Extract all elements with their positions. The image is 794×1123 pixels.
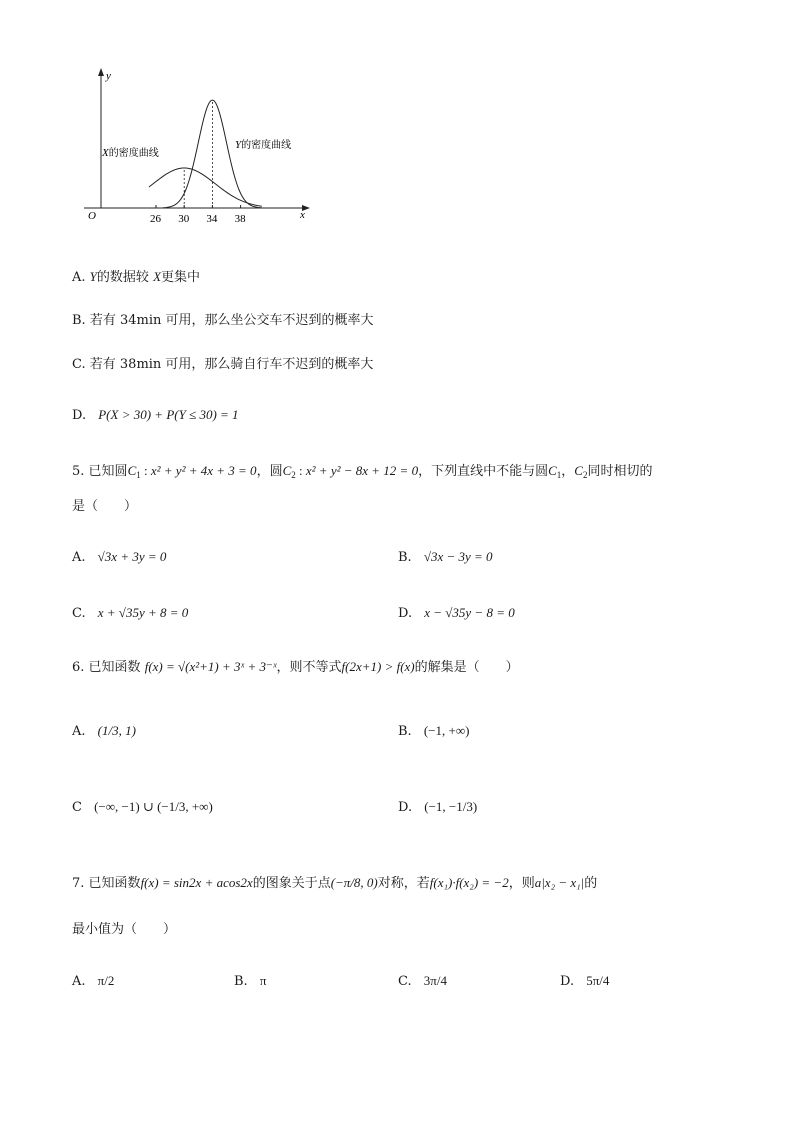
option-letter: D. (560, 974, 575, 989)
stem-text: ，则 (508, 876, 535, 891)
y-curve-label-var: Y (235, 139, 242, 151)
option-formula: π/2 (97, 973, 115, 988)
q6-option-a[interactable] (72, 722, 136, 741)
circle-c1-name: $C_1$ (127, 463, 141, 480)
expression: a|x₂ − x₁| (534, 875, 585, 890)
y-curve-label (235, 138, 291, 151)
circle-c2-equation: x² + y² − 8x + 12 = 0 (305, 463, 419, 478)
x-tick-label: 38 (234, 213, 246, 225)
stem-text: 已知函数 (88, 660, 141, 675)
q5-option-a[interactable] (72, 548, 166, 567)
x-tick-label: 34 (206, 213, 218, 225)
option-formula: (1/3, 1) (97, 723, 136, 738)
option-formula: 5π/4 (586, 973, 610, 988)
option-formula: x − √35y − 8 = 0 (424, 605, 515, 620)
q6-stem (72, 658, 519, 677)
option-letter: D. (72, 408, 87, 423)
q4-option-d[interactable] (72, 406, 239, 425)
x-tick-label: 26 (150, 213, 161, 225)
q7-stem-line2 (72, 921, 176, 939)
q4-option-c[interactable] (72, 356, 373, 374)
function-formula: f(x) = sin2x + acos2x (140, 875, 253, 890)
q5-option-c[interactable] (72, 604, 188, 623)
q6-option-c[interactable] (72, 798, 213, 817)
density-figure (80, 66, 320, 238)
option-formula: (−1, +∞) (423, 723, 470, 738)
stem-text: 的解集是（ ） (414, 660, 519, 675)
circle-c1-equation: x² + y² + 4x + 3 = 0 (150, 463, 257, 478)
option-letter: A. (72, 550, 86, 565)
circle-c2-name: $C_2$ (282, 463, 296, 480)
var-y: Y (89, 269, 97, 284)
x-axis-label: x (300, 209, 305, 221)
q7-option-a[interactable] (72, 972, 114, 991)
option-text: 若有 38min 可用，那么骑自行车不迟到的概率大 (89, 357, 374, 372)
text: 的数据较 (96, 270, 149, 285)
x-tick-label: 30 (178, 213, 190, 225)
option-formula: π (259, 973, 267, 988)
x-curve-label-var: X (102, 147, 109, 159)
option-formula: (−∞, −1) ∪ (−1/3, +∞) (94, 799, 213, 814)
x-curve-label (101, 146, 159, 159)
q7-option-b[interactable] (234, 972, 266, 991)
stem-text: ，则不等式 (276, 660, 342, 675)
q5-stem-line2 (72, 498, 137, 516)
symmetry-point: (−π/8, 0) (330, 875, 378, 890)
text: 更集中 (161, 270, 201, 285)
stem-text: 是（ ） (72, 499, 138, 514)
condition: f(x₁)·f(x₂) = −2 (429, 875, 509, 890)
y-axis-arrow (98, 68, 104, 76)
option-letter: B. (234, 974, 248, 989)
q5-stem-line1: 5. 已知圆$C_1$ : x² + y² + 4x + 3 = 0，圆$C_2$ : x² + y² − 8x + 12 = 0，下列直线中不能与圆$C_1$，$C_2$同时相切的 (72, 463, 653, 480)
stem-text: ，圆 (256, 464, 283, 479)
origin-label: O (88, 210, 96, 222)
q7-option-d[interactable] (560, 972, 609, 991)
function-formula: f(x) = √(x²+1) + 3ˣ + 3⁻ˣ (144, 659, 277, 674)
stem-text: 同时相切的 (587, 464, 653, 479)
option-formula: x + √35y + 8 = 0 (97, 605, 189, 620)
option-letter: B. (398, 724, 412, 739)
stem-text: 对称，若 (377, 876, 430, 891)
stem-text: 的图象关于点 (252, 876, 331, 891)
x-curve-label-text: 的密度曲线 (108, 148, 159, 159)
q7-stem-line1 (72, 874, 597, 893)
var-x: X (153, 269, 162, 284)
option-formula: √3x + 3y = 0 (97, 549, 167, 564)
question-number: 6. (72, 660, 85, 675)
option-letter: A. (72, 974, 86, 989)
q6-option-d[interactable] (398, 798, 477, 817)
q5-option-b[interactable] (398, 548, 493, 567)
stem-text: 已知圆 (88, 464, 128, 479)
option-letter: C. (72, 606, 86, 621)
q4-option-b[interactable] (72, 312, 374, 330)
option-formula: (−1, −1/3) (424, 799, 478, 814)
question-number: 7. (72, 876, 85, 891)
stem-text: 的 (584, 876, 598, 891)
q6-option-b[interactable] (398, 722, 469, 741)
question-number: 5. (72, 464, 85, 479)
option-letter: C. (72, 357, 86, 372)
option-letter: B. (398, 550, 412, 565)
y-axis-label: y (106, 70, 111, 82)
option-text: 若有 34min 可用，那么坐公交车不迟到的概率大 (89, 313, 374, 328)
stem-text: 最小值为（ ） (72, 922, 177, 937)
y-curve-label-text: 的密度曲线 (241, 140, 292, 151)
option-letter: D. (398, 606, 413, 621)
stem-text: 已知函数 (88, 876, 141, 891)
option-formula: 3π/4 (423, 973, 447, 988)
circle-c2-ref: $C_2$ (574, 463, 588, 480)
option-letter: A. (72, 270, 86, 285)
q5-option-d[interactable] (398, 604, 515, 623)
option-letter: A. (72, 724, 86, 739)
q4-option-a[interactable] (72, 268, 200, 287)
option-letter: B. (72, 313, 86, 328)
option-letter: D. (398, 800, 413, 815)
option-letter: C (72, 800, 82, 815)
q7-option-c[interactable] (398, 972, 447, 991)
stem-text: ，下列直线中不能与圆 (418, 464, 549, 479)
option-formula: P(X > 30) + P(Y ≤ 30) = 1 (98, 407, 239, 422)
option-formula: √3x − 3y = 0 (423, 549, 493, 564)
circle-c1-ref: $C_1$ (548, 463, 562, 480)
inequality: f(2x+1) > f(x) (341, 659, 415, 674)
option-letter: C. (398, 974, 412, 989)
